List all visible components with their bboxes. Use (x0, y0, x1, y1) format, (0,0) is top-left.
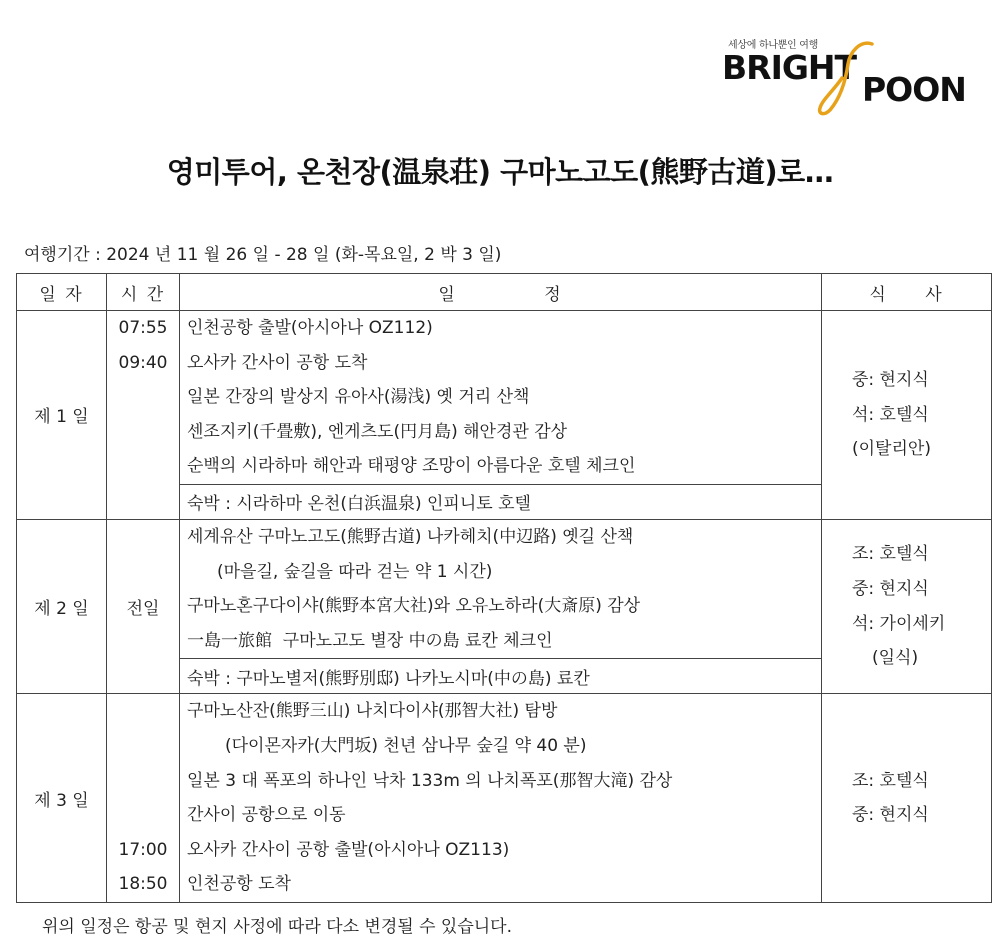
schedule-line: 인천공항 출발(아시아나 OZ112) (187, 318, 433, 338)
meal-line: 중: 현지식 (852, 805, 929, 826)
schedule-line: 세계유산 구마노고도(熊野古道) 나카헤치(中辺路) 옛길 산책 (187, 526, 634, 547)
meal-line: 석: 호텔식 (852, 404, 929, 425)
time-cell (107, 694, 180, 903)
lodging-cell: 숙박 : 구마노별저(熊野別邸) 나카노시마(中の島) 료칸 (180, 659, 822, 694)
table-row (17, 694, 992, 903)
footnote: 위의 일정은 항공 및 현지 사정에 따라 다소 변경될 수 있습니다. (42, 917, 512, 937)
meal-line: (일식) (872, 648, 919, 669)
brand-logo (720, 30, 966, 116)
schedule-line: 일본 간장의 발상지 유아사(湯浅) 옛 거리 산책 (187, 387, 530, 408)
table-header-row (17, 274, 992, 311)
header-meal: 식 사 (822, 274, 992, 311)
meal-line: 조: 호텔식 (852, 770, 929, 791)
travel-period: 여행기간 : 2024 년 11 월 26 일 - 28 일 (화-목요일, 2 박 3 일) (24, 245, 502, 265)
meal-cell (822, 694, 992, 903)
time-value: 17:00 (118, 839, 168, 860)
header-day: 일 자 (17, 274, 107, 311)
schedule-cell (180, 519, 822, 658)
schedule-line: 간사이 공항으로 이동 (187, 805, 346, 826)
schedule-line: 순백의 시라하마 해안과 태평양 조망이 아름다운 호텔 체크인 (187, 456, 636, 477)
meal-line: 석: 가이세키 (852, 613, 946, 634)
meal-line: 중: 현지식 (852, 579, 929, 600)
table-row (17, 311, 992, 485)
schedule-line: (다이몬자카(大門坂) 천년 삼나무 숲길 약 40 분) (225, 735, 587, 756)
schedule-line: 오사카 간사이 공항 출발(아시아나 OZ113) (187, 839, 510, 860)
schedule-line: 센조지키(千畳敷), 엔게츠도(円月島) 해안경관 감상 (187, 421, 568, 442)
header-time: 시 간 (107, 274, 180, 311)
logo-word-poon: POON (862, 70, 966, 109)
time-value: 07:55 (118, 318, 168, 338)
schedule-line: 구마노혼구다이샤(熊野本宮大社)와 오유노하라(大斎原) 감상 (187, 596, 641, 617)
meal-line: (이탈리안) (852, 439, 931, 460)
meal-cell (822, 519, 992, 693)
page-title: 영미투어, 온천장(温泉荘) 구마노고도(熊野古道)로… (166, 155, 834, 189)
itinerary-table (16, 273, 992, 903)
time-cell (107, 311, 180, 520)
day-label: 제 2 일 (17, 519, 107, 693)
time-value: 09:40 (118, 352, 168, 373)
meal-line: 중: 현지식 (852, 370, 929, 391)
logo-word-bright: BRIGHT (722, 48, 857, 87)
schedule-line: 구마노산잔(熊野三山) 나치다이샤(那智大社) 탐방 (187, 701, 558, 722)
schedule-cell (180, 694, 822, 903)
schedule-line: 一島一旅館 구마노고도 별장 中の島 료칸 체크인 (187, 630, 553, 651)
schedule-line: 오사카 간사이 공항 도착 (187, 352, 368, 373)
meal-cell (822, 311, 992, 520)
header-schedule: 일 정 (180, 274, 822, 311)
table-row (17, 519, 992, 658)
logo-tagline: 세상에 하나뿐인 여행 (728, 40, 818, 51)
schedule-cell (180, 311, 822, 485)
time-cell: 전일 (107, 519, 180, 693)
time-value: 18:50 (118, 874, 168, 895)
day-label: 제 3 일 (17, 694, 107, 903)
schedule-line: 인천공항 도착 (187, 874, 291, 895)
meal-line: 조: 호텔식 (852, 544, 929, 565)
day-label: 제 1 일 (17, 311, 107, 520)
lodging-cell: 숙박 : 시라하마 온천(白浜温泉) 인피니토 호텔 (180, 484, 822, 519)
schedule-line: 일본 3 대 폭포의 하나인 낙차 133m 의 나치폭포(那智大滝) 감상 (187, 770, 673, 791)
schedule-line: (마을길, 숲길을 따라 걷는 약 1 시간) (217, 561, 493, 582)
